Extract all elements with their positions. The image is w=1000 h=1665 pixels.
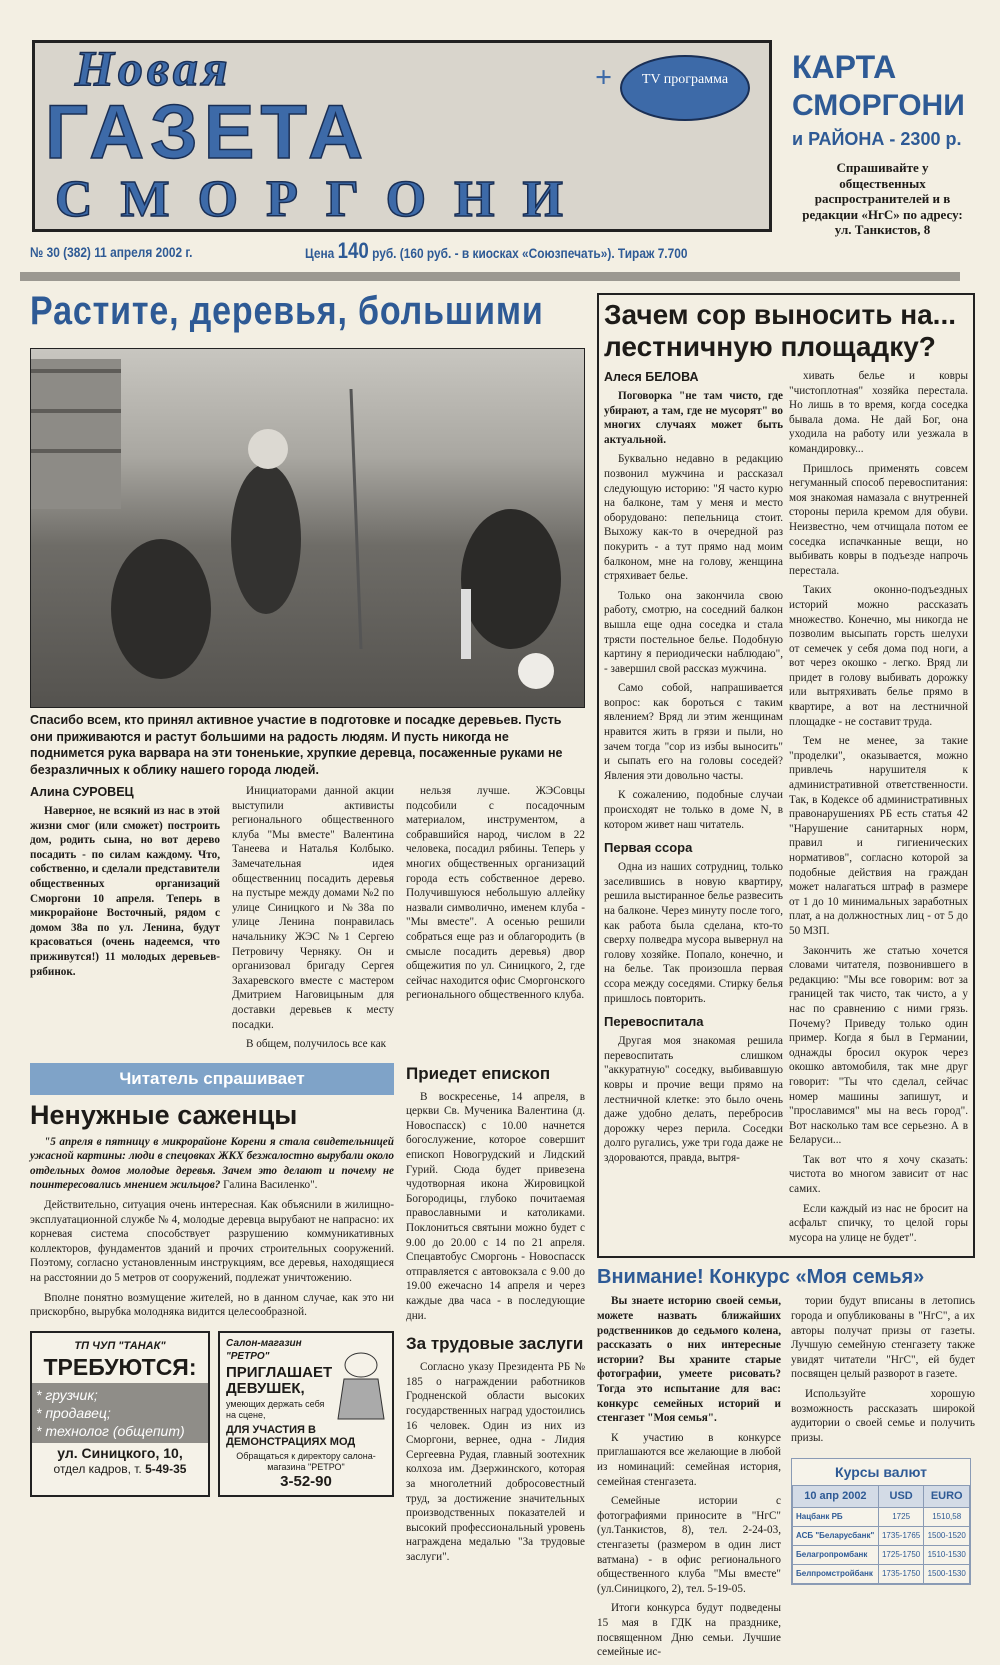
- lower-left: [30, 1063, 585, 1570]
- paragraph: Одна из наших сотрудниц, только заселившись в новую квартиру, решила выстиранное белье развесить на балконе. Через минуту после того, как работа была сделана, кто-то сверху полведра мусора вывернул на голову хозяйке. Попало, конечно, и на белье. Так произошла первая ссора между соседями. Стирку белья пришлось повторить.: [604, 861, 783, 1005]
- reader-asks-body: [30, 1135, 394, 1325]
- bishop-article: [406, 1063, 585, 1324]
- paragraph: хивать белье и ковры "чистоплотная" хозяйка перестала. Но лишь в то время, когда соседка бывала дома. Не дай Бог, она уходила на работу или уезжала в командировку...: [789, 370, 968, 455]
- trash-columns: [604, 369, 968, 1250]
- lead-intro: [30, 804, 220, 979]
- bank-name: Нацбанк РБ: [793, 1508, 879, 1527]
- plus-sign: +: [595, 61, 613, 94]
- ad-retro-company: Салон-магазин "РЕТРО": [226, 1337, 302, 1362]
- contest-columns: [597, 1294, 975, 1664]
- bank-name: Белагропромбанк: [793, 1546, 879, 1565]
- paragraph: Инициаторами данной акции выступили активисты регионального общественного клуба "Мы вместе" Валентина Танеева и Наталья Колбыко. Замечательная идея общественниц посадить деревья на пустыре между домами №2 по улице Синицкого и №38а по улице Ленина понравилась начальнику ЖЭС №1 Сергею Петровичу Черняку. Он и организовал бригаду Сергея Захаревского вместе с мастером Дмитрием Наговицыным для доставки деревьев к месту посадки.: [232, 785, 394, 1031]
- rates-header-row: [793, 1486, 970, 1508]
- rates-header-date: 10 апр 2002: [793, 1486, 879, 1508]
- issue-number-date: № 30 (382) 11 апреля 2002 г.: [30, 244, 193, 260]
- rate-value: 1510-1530: [924, 1546, 970, 1565]
- contest-col-2-wrap: [791, 1294, 975, 1585]
- ad-tanak-title: ТРЕБУЮТСЯ:: [43, 1353, 197, 1380]
- paragraph: Буквально недавно в редакцию позвонил мужчина и рассказал следующую историю: "Я часто курю на балконе, там у меня и место оборудовано: пепельница стоит. Выхожу как-то в очередной раз покурить - а тут прямо над моим балконом, мне на голову, женщина стряхивает белье.: [604, 453, 783, 583]
- logo-novaya: Новая: [75, 40, 232, 96]
- ad-retro-phone: 3-52-90: [280, 1472, 332, 1490]
- reader-quote: "5 апреля в пятницу в микрорайоне Корени я стала свидетельницей ужасной картины: люди в спецовках ЖКХ безжалостно вырубали около отдельных домов молодые деревья. Зачем это делают и почему не поинтересовались мнением жильцов?: [30, 1135, 394, 1192]
- promo-text: Спрашивайте у общественных распространителей и в редакции «НгС» по адресу: ул. Танкистов, 8: [802, 160, 963, 237]
- lead-col-3: [406, 784, 585, 1008]
- ads-row: [30, 1331, 394, 1497]
- price-suffix: руб. (160 руб. - в киосках «Союзпечать»). Тираж 7.700: [372, 245, 688, 261]
- ad-tanak-address: ул. Синицкого, 10,: [57, 1444, 183, 1461]
- reader-asks-section: [30, 1063, 394, 1497]
- paragraph: Закончить же статью хочется словами читателя, позвонившего в редакцию: "Мы все говорим: вот за границей так чисто, так чисто, а у нас по сравнению с ними грязь. Почему? Приведу только один пример. Когда я был в Германии, однажды бросил окурок через окошко автомобиля, так мне друг говорит: "Ты что сделал, сейчас номер машины запишут, и "прославимся" мы на весь город". Вот насколько там все серьезно. А в Беларуси...: [789, 944, 968, 1147]
- rate-value: 1500-1530: [924, 1565, 970, 1584]
- bank-name: Белпромстройбанк: [793, 1565, 879, 1584]
- logo-smorgoni: СМОРГОНИ: [55, 171, 591, 228]
- paragraph: Итоги конкурса будут подведены 15 мая в ГДК на празднике, посвященном Дню семьи. Лучшие семейные ис-: [597, 1602, 781, 1659]
- paragraph: К участию в конкурсе приглашаются все желающие в любой из номинаций: семейная история, семейная стенгазета.: [597, 1431, 781, 1488]
- tv-program-badge: TV программа: [620, 55, 750, 121]
- paragraph: тории будут вписаны в летопись города и опубликованы в "НгС", а их авторы получат призы от газеты. Лучшую семейную стенгазету также увидят читатели "НгС", ей будет посвящен целый разворот в газете.: [791, 1295, 975, 1381]
- exchange-rates: [791, 1458, 971, 1585]
- bishop-body: [406, 1090, 585, 1324]
- rates-table: [792, 1485, 970, 1584]
- lead-headline: Растите, деревья, большими: [30, 289, 544, 333]
- promo-title-2: СМОРГОНИ: [792, 89, 965, 122]
- trash-lead: Поговорка "не там чисто, где убирают, а там, где не мусорят" во многих случаях может быть актуальной.: [604, 390, 783, 446]
- ad-retro: [218, 1331, 394, 1497]
- paragraph: К сожалению, подобные случаи происходят не только в доме N, в котором живет наш читатель.: [604, 789, 783, 831]
- right-area: [597, 286, 975, 1665]
- lead-col-2: [232, 784, 394, 1057]
- trash-col-2: [789, 369, 968, 1250]
- lead-col-1: [30, 784, 220, 984]
- lead-columns: [30, 784, 585, 1057]
- rates-row: [793, 1508, 970, 1527]
- tree-planting-photo: [30, 348, 585, 708]
- labor-article: [406, 1333, 585, 1564]
- ad-tanak-items: [32, 1383, 208, 1443]
- paragraph: Пришлось применять совсем негуманный способ перевоспитания: моя знакомая намазала с внутренней стороны перила кремом для обуви. Неизвестно, чем отчищала потом ее соседка испачканные вещи, но выбивать ковры в подъезде напрочь перестала.: [789, 462, 968, 577]
- price-prefix: Цена: [305, 245, 335, 261]
- rate-value: 1735-1750: [878, 1565, 924, 1584]
- rate-value: 1725: [878, 1508, 924, 1527]
- subheading-first-quarrel: Первая ссора: [604, 840, 693, 856]
- paragraph: В общем, получилось все как: [246, 1038, 387, 1051]
- trash-article-box: [597, 293, 975, 1258]
- promo-title-1: КАРТА: [792, 49, 897, 85]
- rates-header-usd: USD: [878, 1486, 924, 1508]
- paragraph: Так вот что я хочу сказать: чистота во многом зависит от нас самих.: [789, 1153, 968, 1196]
- paragraph: Действительно, ситуация очень интересная. Как объяснили в жилищно-эксплуатационной службе № 4, молодые деревца вырубают не напрасно: их корневая система способствует разрушению коммуникативных коллекторов, фундаментов зданий и прочих строительных сооружений. Поэтому, согласно установленным инструкциям, все деревья, находящиеся на расстоянии до 5 метров от сооружений, подлежат уничтожению.: [30, 1199, 394, 1285]
- paragraph: Используйте хорошую возможность рассказать широкой аудитории о своей семье и получить призы.: [791, 1388, 975, 1444]
- paragraph: Согласно указу Президента РБ № 185 о награждении работников Гродненской области высоких государственных наград удостоились 16 человек. Один из них из Сморгони, вернее, одна - Лидия Сергеевна Рудая, главный зоотехник колхоза им. Дзержинского, которая за многолетний добросовестный труд, за достижение значительных производственных показателей и высокий профессиональный уровень награждена медалью "За трудовые заслуги".: [406, 1361, 585, 1563]
- contest-col-2: [791, 1294, 975, 1450]
- left-area: [30, 286, 585, 1570]
- price-value: 140: [337, 238, 369, 263]
- paragraph: Таких оконно-подъездных историй можно рассказать множество. Конечно, мы никогда не позволим высыпать горсть шелухи от семечек у себя дома под ноги, а вот через окошко - легко. Вряд ли придет в голову выбивать дорожку или вытряхивать белье прямо в квартире, а вот на лестничной площадке - не составит труда.: [789, 584, 968, 728]
- ad-item: * технолог (общепит): [36, 1422, 185, 1439]
- contest-col-1: [597, 1294, 781, 1664]
- rate-value: 1725-1750: [878, 1546, 924, 1565]
- paragraph: Если каждый из нас не бросит на асфальт спичку, то целой горы мусора на улице не будет".: [789, 1202, 968, 1244]
- reader-asks-banner: Читатель спрашивает: [30, 1063, 394, 1095]
- rates-title: Курсы валют: [835, 1464, 927, 1481]
- ad-tanak: [30, 1331, 210, 1497]
- trash-headline: Зачем сор выносить на... лестничную площадку?: [604, 299, 957, 362]
- paragraph: Наверное, не всякий из нас в этой жизни смог (или сможет) построить дом, родить сына, но вот дерево посадить - по силам каждому. Что, собственно, и сделали представители общественных организаций Сморгони 10 апреля. Теперь в микрорайоне Восточный, рядом с домом 38а по ул. Ленина, будут красоваться (очень надеемся, что приживутся!) 11 молодых деревьев-рябинок.: [30, 805, 220, 978]
- photo-caption: Спасибо всем, кто принял активное участие в подготовке и посадке деревьев. Пусть они приживаются и растут большими на радость людям. И пусть никогда не поднимется рука варвара на эти тоненькие, хрупкие деревца, посаженные руками не безразличных к облику нашего города людей.: [30, 713, 563, 777]
- ad-item: * продавец;: [36, 1404, 111, 1421]
- rates-row: [793, 1546, 970, 1565]
- paragraph: Только она закончила свою работу, смотрю, на соседний балкон вышла еще одна соседка и стала трясти постельное белье. Подобную картину я периодически наблюдаю", - завершил свой рассказ мужчина.: [604, 589, 783, 675]
- ad-item: * грузчик;: [36, 1386, 98, 1403]
- contest-col-1-body: [597, 1431, 781, 1660]
- labor-body: [406, 1360, 585, 1564]
- contest-headline: Внимание! Конкурс «Моя семья»: [597, 1266, 925, 1289]
- ad-tanak-company: ТП ЧУП "ТАНАК": [74, 1339, 166, 1352]
- rates-header-euro: EURO: [924, 1486, 970, 1508]
- promo-price: и РАЙОНА - 2300 р.: [792, 129, 962, 149]
- ad-tanak-phone: 5-49-35: [145, 1461, 187, 1476]
- page-body: [30, 286, 975, 1665]
- ad-retro-sub: умеющих держать себя на сцене,: [226, 1398, 325, 1420]
- ad-tanak-contact-line: [32, 1462, 208, 1477]
- quote-author: Галина Василенко".: [223, 1179, 318, 1192]
- reader-answer: [30, 1198, 394, 1320]
- paragraph: Тем не менее, за такие "проделки", оказывается, можно привлечь нарушителя к административной ответственности. Так, в Кодексе об административных правонарушениях РБ есть статья 42 "Нарушение санитарных норм, правил и гигиенических нормативов", согласно которой за подобные действия на граждан может налагаться штраф в размере от 1 до 10 минимальных заработных плат, а на должностных лиц - от 5 до 50 МЗП.: [789, 735, 968, 937]
- labor-headline: За трудовые заслуги: [406, 1334, 584, 1354]
- rates-row: [793, 1565, 970, 1584]
- rate-value: 1510,58: [924, 1508, 970, 1527]
- trash-col-1: [604, 369, 783, 1171]
- ad-tanak-contact: отдел кадров, т.: [53, 1461, 142, 1476]
- ad-retro-top: [220, 1333, 392, 1421]
- trash-author: Алеся БЕЛОВА: [604, 370, 699, 384]
- reeducated-body: [604, 1034, 783, 1165]
- rates-row: [793, 1527, 970, 1546]
- woman-illustration: [334, 1349, 388, 1421]
- subheading-reeducated: Перевоспитала: [604, 1014, 704, 1030]
- photo-illustration: [31, 349, 585, 708]
- ad-retro-title: ПРИГЛАШАЕТ ДЕВУШЕК,: [226, 1363, 333, 1397]
- trash-col-1-body: [604, 452, 783, 832]
- paragraph: В воскресенье, 14 апреля, в церкви Св. Мученика Валентина (д. Новоспасск) с 10.00 начнется богослужение, которое совершит епископ Новогрудский и Лидский Гурий. Сюда будет привезена чудотворная икона Жировицкой Богородицы, глубоко почитаемая православными и католиками. Поклониться святыни можно будет с 9.00 до 20.00 с 14 по 21 апреля. Спецавтобус Сморгонь - Новоспасск отправляется с автовокзала с 9.00 до 19.00 ежечасно 14 апреля и через каждые два часа - в последующие дни.: [406, 1090, 585, 1322]
- divider: [20, 272, 960, 281]
- paragraph: Само собой, напрашивается вопрос: как бороться с таким явлением? Вряд ли этим женщинам нравится жить в грязи и пыли, но зачем тогда "сор из избы выносить" и сыпать его на головы соседей? Явления эти довольно часты.: [604, 682, 783, 782]
- paragraph: Вполне понятно возмущение жителей, но в данном случае, как это ни прискорбно, вырубка молодняка видится целесообразной.: [30, 1291, 394, 1319]
- lead-author: Алина СУРОВЕЦ: [30, 785, 134, 799]
- ad-retro-contact: Обращаться к директору салона-магазина "РЕТРО": [236, 1450, 376, 1472]
- rates-body: [793, 1508, 970, 1584]
- bishop-headline: Приедет епископ: [406, 1063, 551, 1083]
- first-quarrel-body: [604, 860, 783, 1006]
- paragraph: Другая моя знакомая решила перевоспитать слишком "аккуратную" соседку, выбивавшую ковры и прочие вещи прямо на лестничной клетке: это было очень даже удобно делать, перебросив дорожку через перила. Соседки долго ругались, уже три года даже не здороваются, правда, вытря-: [604, 1035, 783, 1164]
- ad-retro-purpose: ДЛЯ УЧАСТИЯ В ДЕМОНСТРАЦИЯХ МОД: [226, 1423, 356, 1448]
- paragraph: Семейные истории с фотографиями приносите в "НгС" (ул.Танкистов, 8), тел. 2-24-03, стенгазеты (размером в один лист ватмана) - в офис регионального общественного клуба "Мы вместе" (ул.Синицкого, 2), тел. 5-19-05.: [597, 1495, 781, 1595]
- rate-value: 1500-1520: [924, 1527, 970, 1546]
- logo-gazeta: ГАЗЕТА: [45, 90, 370, 175]
- rate-value: 1735-1765: [878, 1527, 924, 1546]
- reader-asks-headline: Ненужные саженцы: [30, 1099, 298, 1130]
- short-news: [406, 1063, 585, 1570]
- bank-name: АСБ "Беларусбанк": [793, 1527, 879, 1546]
- reader-quote-paragraph: [30, 1135, 394, 1193]
- issue-price-line: [305, 238, 687, 266]
- ad-retro-text: [220, 1333, 332, 1421]
- paragraph: нельзя лучше. ЖЭСовцы подсобили с посадочным материалом, инструментом, а собравшийся народ, числом в 22 человека, посадил рябины. Теперь у многих общественных организаций города есть собственное дерево. Получившуюся небольшую аллейку назвали символично, именем клуба - "Мы вместе". А осенью решили собраться еще раз и облагородить (в смысле посадить деревья) двор общежития по ул. Синицкого, 2, где сейчас находится офис Сморгонского регионального общественного клуба.: [406, 785, 585, 1002]
- contest-lead: Вы знаете историю своей семьи, можете назвать ближайших родственников до седьмого колена, рассказать о них интересные истории? Вы храните старые фотографии, умеете рисовать? Тогда это испытание для вас: конкурс семейных историй и стенгазет "Моя семья".: [597, 1295, 781, 1425]
